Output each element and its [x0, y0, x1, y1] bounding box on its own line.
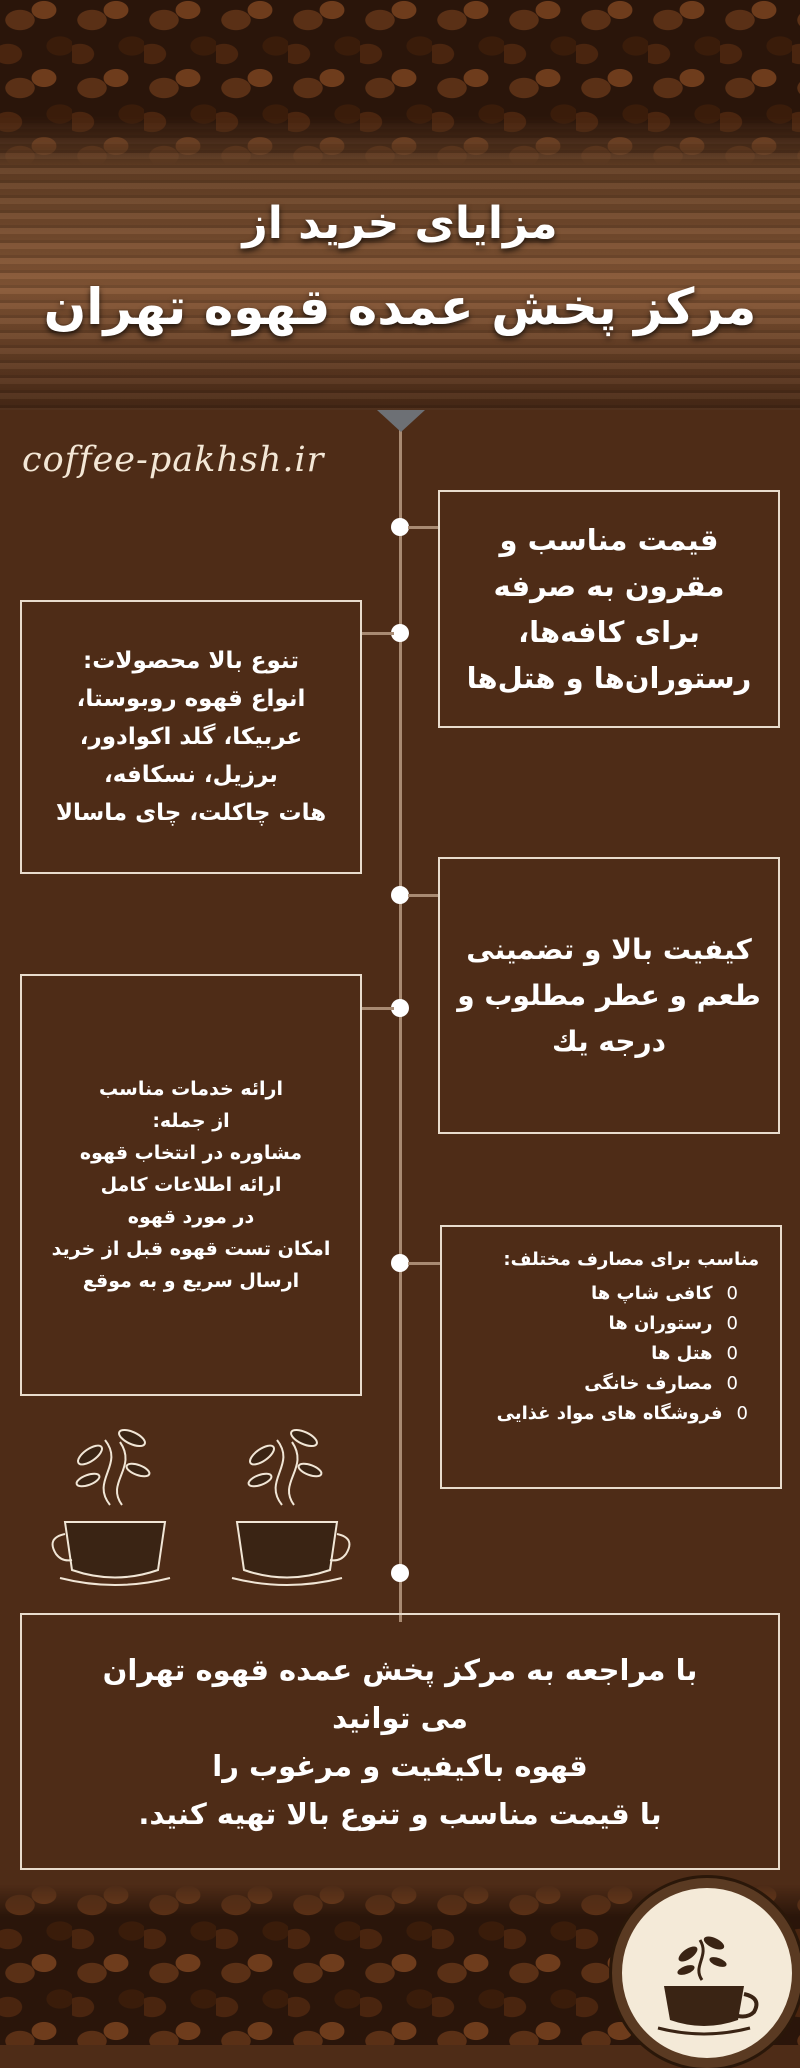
- coffee-logo-icon: [612, 1878, 800, 2068]
- benefit-box-usage: [440, 1225, 782, 1489]
- usage-list: [497, 1279, 766, 1429]
- connector: [408, 526, 440, 529]
- bullet-icon: 0: [726, 1283, 738, 1304]
- page-title-line2: مرکز پخش عمده قهوه تهران: [43, 278, 757, 336]
- coffee-beans-image: [0, 0, 800, 165]
- site-url: coffee-pakhsh.ir: [22, 440, 325, 480]
- timeline-dot: [391, 1564, 409, 1582]
- conclusion-box: [20, 1613, 780, 1870]
- connector: [408, 894, 440, 897]
- usage-title: مناسب برای مصارف مختلف:: [503, 1249, 760, 1270]
- timeline-dot: [391, 1254, 409, 1272]
- bullet-icon: 0: [726, 1343, 738, 1364]
- timeline-dot: [391, 886, 409, 904]
- conclusion-text: با مراجعه به مرکز پخش عمده قهوه تهران می توانید قهوه باکیفیت و مرغوب را با قیمت مناسب و تنوع بالا تهیه کنید.: [102, 1652, 698, 1831]
- bullet-icon: 0: [736, 1403, 748, 1424]
- list-item: 0فروشگاه های مواد غذایی: [497, 1399, 748, 1429]
- timeline-dot: [391, 518, 409, 536]
- benefit-text: تنوع بالا محصولات: انواع قهوه روبوستا، عربیکا، گلد اکوادور، برزیل، نسکافه، هات چاکلت، چای ماسالا: [55, 648, 327, 826]
- benefit-box-variety: [20, 600, 362, 874]
- connector: [408, 1262, 440, 1265]
- bullet-icon: 0: [726, 1373, 738, 1394]
- page-title-line1: مزایای خرید از: [242, 198, 558, 249]
- benefit-box-services: [20, 974, 362, 1396]
- coffee-cup-icon: [50, 1410, 180, 1600]
- coffee-cup-icon: [222, 1410, 352, 1600]
- list-item: 0رستوران ها: [497, 1309, 748, 1339]
- benefit-box-quality: [438, 857, 780, 1134]
- list-item: 0مصارف خانگی: [497, 1369, 748, 1399]
- timeline-line: [399, 412, 402, 1622]
- timeline-arrow-icon: [377, 410, 425, 432]
- list-item: 0کافی شاپ ها: [497, 1279, 748, 1309]
- connector: [362, 1007, 394, 1010]
- bullet-icon: 0: [726, 1313, 738, 1334]
- benefit-box-price: [438, 490, 780, 728]
- benefit-text: ارائه خدمات مناسب از جمله: مشاوره در انتخاب قهوه ارائه اطلاعات کامل در مورد قهوه امکان تست قهوه قبل از خرید ارسال سریع و به موقع: [51, 1078, 331, 1292]
- list-item: 0هتل ها: [497, 1339, 748, 1369]
- benefit-text: کیفیت بالا و تضمینی طعم و عطر مطلوب و درجه یك: [457, 932, 761, 1058]
- connector: [362, 632, 394, 635]
- header-banner: [0, 0, 800, 410]
- benefit-text: قیمت مناسب و مقرون به صرفه برای کافه‌ها، رستوران‌ها و هتل‌ها: [466, 523, 752, 695]
